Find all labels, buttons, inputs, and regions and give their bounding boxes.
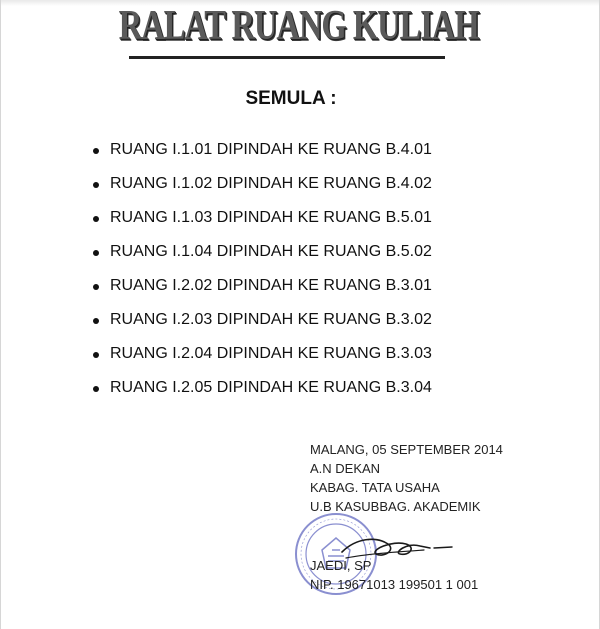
academic-subdivision: U.B KASUBBAG. AKADEMIK	[310, 499, 481, 514]
signature-block	[310, 440, 503, 594]
list-item	[93, 235, 432, 269]
list-item-text: RUANG I.2.02 DIPINDAH KE RUANG B.3.01	[110, 277, 432, 294]
bullet-icon	[93, 386, 99, 392]
bullet-icon	[93, 182, 99, 188]
bullet-icon	[93, 318, 99, 324]
on-behalf-dean: A.N DEKAN	[310, 461, 381, 476]
list-item-text: RUANG I.1.04 DIPINDAH KE RUANG B.5.02	[110, 243, 432, 260]
section-heading: SEMULA :	[245, 88, 337, 109]
bullet-icon	[93, 284, 99, 290]
list-item	[93, 269, 432, 303]
title-underline	[129, 56, 445, 59]
bullet-icon	[93, 352, 99, 358]
list-item-text: RUANG I.1.01 DIPINDAH KE RUANG B.4.01	[110, 141, 432, 158]
list-item-text: RUANG I.1.03 DIPINDAH KE RUANG B.5.01	[110, 209, 432, 226]
bullet-icon	[93, 216, 99, 222]
list-item-text: RUANG I.2.05 DIPINDAH KE RUANG B.3.04	[110, 379, 432, 396]
list-item	[93, 133, 432, 167]
list-item	[93, 201, 432, 235]
list-item-text: RUANG I.2.03 DIPINDAH KE RUANG B.3.02	[110, 311, 432, 328]
room-change-list	[93, 133, 432, 405]
signatory-name: JAEDI, SP	[310, 558, 372, 573]
list-item	[93, 167, 432, 201]
signatory-nip: NIP. 19671013 199501 1 001	[310, 577, 479, 592]
bullet-icon	[93, 250, 99, 256]
document-title: RALAT RUANG KULIAH	[118, 3, 479, 49]
list-item	[93, 303, 432, 337]
list-item	[93, 337, 432, 371]
list-item	[93, 371, 432, 405]
list-item-text: RUANG I.2.04 DIPINDAH KE RUANG B.3.03	[110, 345, 432, 362]
bullet-icon	[93, 148, 99, 154]
place-date: MALANG, 05 SEPTEMBER 2014	[310, 442, 503, 457]
list-item-text: RUANG I.1.02 DIPINDAH KE RUANG B.4.02	[110, 175, 432, 192]
head-of-administration: KABAG. TATA USAHA	[310, 480, 440, 495]
